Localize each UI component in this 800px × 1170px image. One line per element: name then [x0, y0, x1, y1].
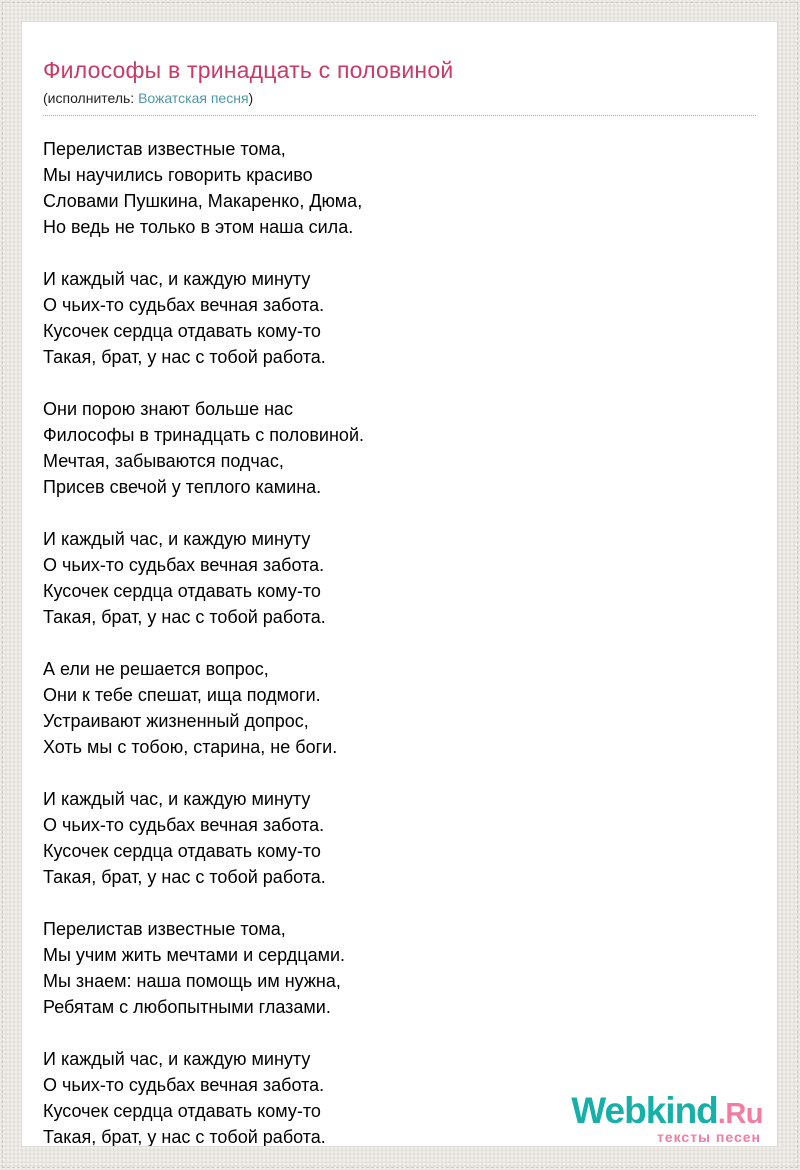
lyric-line: Мечтая, забываются подчас, [43, 451, 284, 471]
artist-prefix-label: (исполнитель: [43, 90, 135, 106]
artist-line [43, 90, 756, 116]
lyric-line: О чьих-то судьбах вечная забота. [43, 1075, 325, 1095]
lyric-line: Но ведь не только в этом наша сила. [43, 217, 354, 237]
lyric-line: Устраивают жизненный допрос, [43, 711, 309, 731]
lyric-line: Ребятам с любопытными глазами. [43, 997, 331, 1017]
stanza-5 [43, 656, 756, 760]
stanza-7 [43, 916, 756, 1020]
lyric-line: Кусочек сердца отдавать кому-то [43, 841, 321, 861]
lyrics-text [43, 136, 756, 1147]
lyric-line: А ели не решается вопрос, [43, 659, 269, 679]
stanza-1 [43, 136, 756, 240]
lyric-line: Мы учим жить мечтами и сердцами. [43, 945, 346, 965]
webkind-logo-domain: .Ru [717, 1098, 763, 1130]
lyric-line: И каждый час, и каждую минуту [43, 789, 311, 809]
webkind-logo[interactable] [571, 1092, 763, 1144]
lyric-line: Кусочек сердца отдавать кому-то [43, 1101, 321, 1121]
stanza-4-chorus [43, 526, 756, 630]
lyric-line: О чьих-то судьбах вечная забота. [43, 555, 325, 575]
lyric-line: Они порою знают больше нас [43, 399, 294, 419]
webkind-logo-name: Webkind [571, 1090, 718, 1131]
lyric-line: Присев свечой у теплого камина. [43, 477, 322, 497]
lyric-line: Они к тебе спешат, ища подмоги. [43, 685, 321, 705]
lyric-line: О чьих-то судьбах вечная забота. [43, 815, 325, 835]
lyric-line: Перелистав известные тома, [43, 139, 286, 159]
lyric-line: И каждый час, и каждую минуту [43, 1049, 311, 1069]
webkind-logo-tagline: тексты песен [656, 1129, 761, 1145]
lyric-line: Такая, брат, у нас с тобой работа. [43, 1127, 326, 1147]
page-title: Философы в тринадцать с половиной [43, 57, 454, 83]
lyric-line: Мы научились говорить красиво [43, 165, 313, 185]
stanza-3 [43, 396, 756, 500]
stanza-2-chorus [43, 266, 756, 370]
lyric-line: О чьих-то судьбах вечная забота. [43, 295, 325, 315]
lyric-line: Словами Пушкина, Макаренко, Дюма, [43, 191, 363, 211]
lyric-line: Кусочек сердца отдавать кому-то [43, 581, 321, 601]
song-card [21, 21, 778, 1147]
lyric-line: Хоть мы с тобою, старина, не боги. [43, 737, 338, 757]
lyric-line: Мы знаем: наша помощь им нужна, [43, 971, 341, 991]
lyric-line: И каждый час, и каждую минуту [43, 269, 311, 289]
artist-link[interactable]: Вожатская песня [138, 90, 249, 106]
lyric-line: И каждый час, и каждую минуту [43, 529, 311, 549]
lyric-line: Философы в тринадцать с половиной. [43, 425, 364, 445]
lyric-line: Такая, брат, у нас с тобой работа. [43, 347, 326, 367]
lyric-line: Перелистав известные тома, [43, 919, 286, 939]
webkind-logo-wordmark [571, 1092, 763, 1129]
lyric-line: Такая, брат, у нас с тобой работа. [43, 867, 326, 887]
lyric-line: Такая, брат, у нас с тобой работа. [43, 607, 326, 627]
artist-suffix-label: ) [248, 90, 254, 106]
stanza-6-chorus [43, 786, 756, 890]
lyric-line: Кусочек сердца отдавать кому-то [43, 321, 321, 341]
